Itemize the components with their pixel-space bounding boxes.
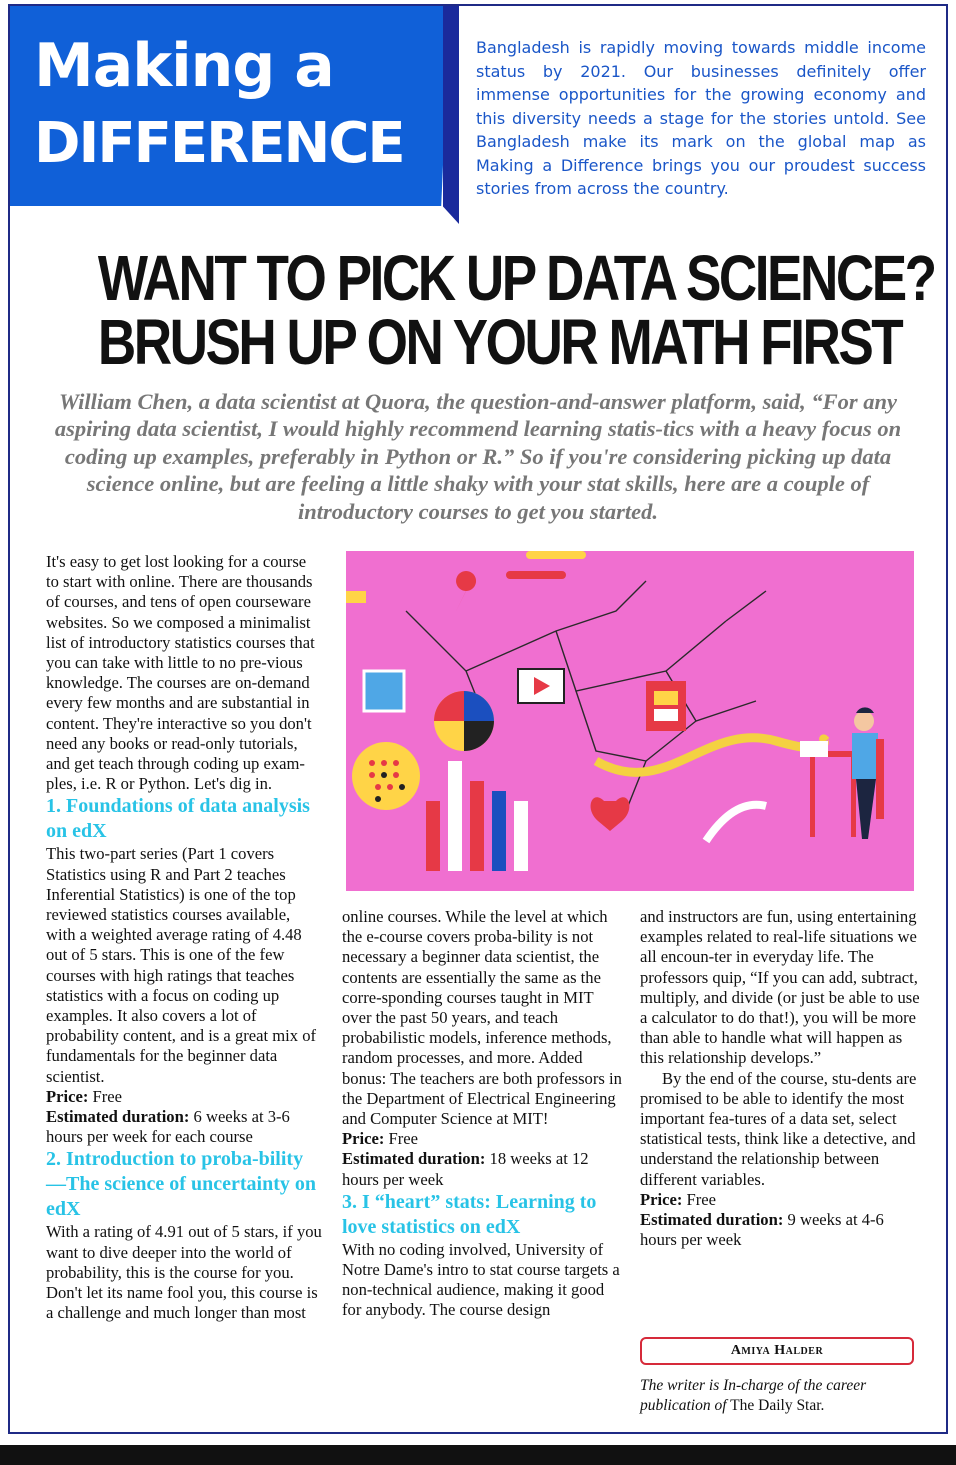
section-3-body-c: By the end of the course, stu-dents are promised to be able to identify the most important fea-tures of a data set, select statistical tests, think like a detective, and understand the relationship between different variables.	[640, 1068, 917, 1189]
section-title-line1: Making a	[34, 31, 334, 101]
section-2-duration: Estimated duration: 18 weeks at 12 hours per week	[342, 1149, 589, 1189]
map-pin-icon	[456, 571, 476, 611]
headline-line2: BRUSH UP ON YOUR MATH FIRST	[97, 306, 902, 378]
section-1-duration: Estimated duration: 6 weeks at 3-6 hours per week for each course	[46, 1107, 290, 1147]
section-3-title: 3. I “heart” stats: Learning to love statistics on edX	[342, 1190, 597, 1238]
heart-icon	[591, 797, 630, 831]
page-bottom-bar	[0, 1445, 956, 1465]
section-2-body-a: With a rating of 4.91 out of 5 stars, if you want to dive deeper into the world of probability, this is the course for you. Don't let its name fool you, this course is a challenge and much longer than most	[46, 1222, 322, 1323]
flow-ribbon	[596, 738, 826, 773]
headline	[97, 242, 935, 378]
column-3	[640, 907, 920, 1250]
section-3-price: Price: Free	[640, 1189, 717, 1209]
document-icon	[646, 681, 686, 731]
section-3-duration: Estimated duration: 9 weeks at 4-6 hours per week	[640, 1210, 884, 1250]
section-1-title: 1. Foundations of data analysis on edX	[46, 795, 310, 843]
headline-line1: WANT TO PICK UP DATA SCIENCE?	[97, 242, 935, 314]
column-2	[342, 907, 622, 1321]
person-body	[852, 733, 878, 779]
person-head	[854, 711, 874, 731]
banner-accent	[443, 6, 459, 224]
laptop	[800, 741, 828, 757]
section-intro: Bangladesh is rapidly moving towards middle income status by 2021. Our businesses definitely offer immense opportunities for the growing economy and this diversity needs a stage for the stories untold. See Bangladesh make its mark on the global map as Making a Difference brings you our proudest success stories from across the country.	[476, 38, 926, 198]
section-2-body-b: online courses. While the level at which the e-course covers proba-bility is not necessary a beginner data scientist, the contents are essentially the same as the corre-sponding courses taught in MIT over the past 50 years, and teach probabilistic models, inference methods, random processes, and more. Added bonus: The teachers are both professors in the Department of Electrical Engineering and Computer Science at MIT!	[342, 907, 622, 1129]
article-illustration	[346, 551, 914, 891]
data-science-illustration	[346, 551, 914, 891]
chair	[876, 739, 884, 819]
column-1	[46, 552, 322, 1324]
section-1-body: This two-part series (Part 1 covers Statistics using R and Part 2 teaches Inferential Statistics) is one of the top reviewed statistics courses available, with a weighted average rating of 4.48 out of 5 stars. This is one of the few courses with high ratings that teaches statistics with a focus on coding up examples. It also covers a lot of probability content, and is a great mix of fundamentals for the beginner data scientist.	[46, 844, 317, 1086]
blue-square	[364, 671, 404, 711]
deck: William Chen, a data scientist at Quora, the question-and-answer platform, said, “For any aspiring data scientist, I would highly recommend learning statis-tics with a heavy focus on coding up examples, preferably in Python or R.” So if you're considering picking up data science online, but are feeling a little shaky with your stat skills, here are a couple of introductory courses to get you started.	[54, 389, 902, 524]
bar-chart-bar	[492, 791, 506, 871]
section-3-body-b: and instructors are fun, using entertaining examples related to real-life situations we all encoun-ter in everyday life. The professors quip, “If you can add, subtract, multiply, and divide (or just be able to use a calculator to do that!), you will be more than able to handle what will happen as this relationship develops.”	[640, 907, 920, 1068]
section-title-line2: DIFFERENCE	[34, 111, 404, 176]
section-2-price: Price: Free	[342, 1129, 419, 1149]
bar-chart-bar	[514, 801, 528, 871]
bar-chart-bar	[470, 781, 484, 871]
section-2-title: 2. Introduction to proba-bility—The science of uncertainty on edX	[46, 1148, 316, 1221]
section-3-body-a: With no coding involved, University of Notre Dame's intro to stat course targets a non-technical audience, making it good for anybody. The course design	[342, 1239, 620, 1320]
bar-chart-bar	[426, 801, 440, 871]
bar-chart-bar	[448, 761, 462, 871]
author-byline: Amiya Halder	[640, 1337, 914, 1365]
intro-paragraph: It's easy to get lost looking for a course to start with online. There are thousands of courses, and tens of open courseware websites. So we composed a minimalist list of introductory statistics courses that you can take with little to no pre-vious knowledge. The courses are on-demand every few months and are substantial in content. They're interactive so you don't need any books or read-only tutorials, and get teach through coding up exam-ples, i.e. R or Python. Let's dig in.	[46, 552, 315, 794]
section-1-price: Price: Free	[46, 1086, 123, 1106]
author-tagline: The writer is In-charge of the career publication of The Daily Star.	[640, 1377, 867, 1414]
